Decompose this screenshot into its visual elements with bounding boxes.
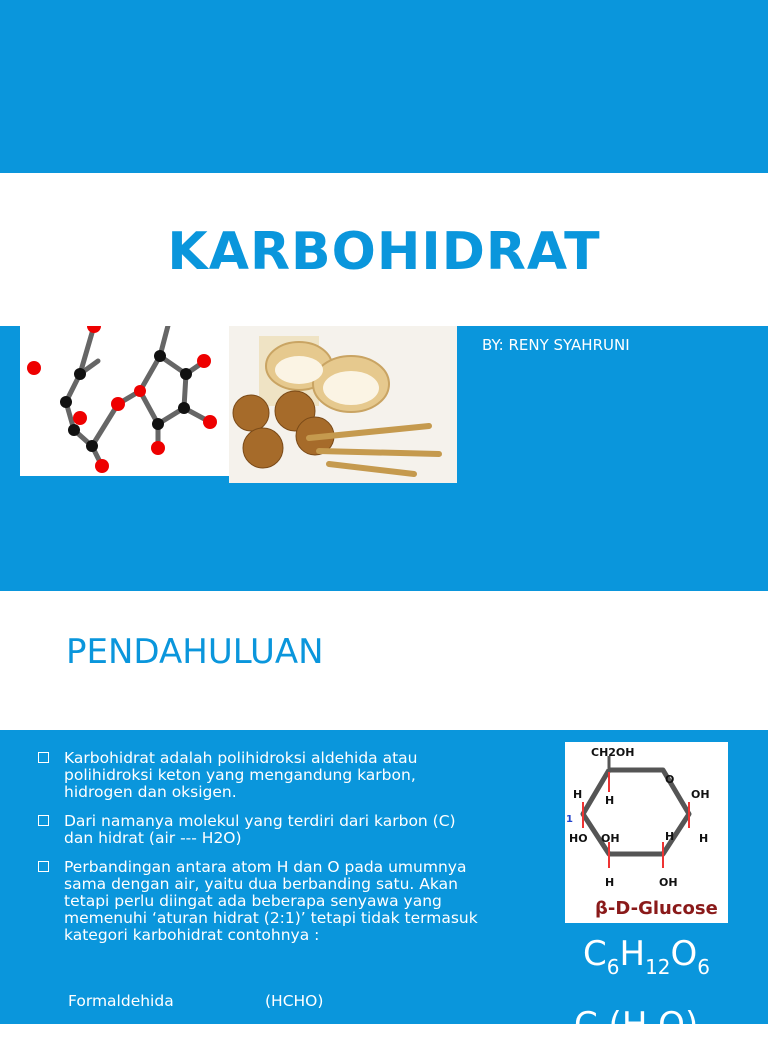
general-formula: C (H O) <box>574 1005 699 1045</box>
example-formula: (HCHO) <box>265 992 324 1010</box>
h-label: H <box>665 830 675 843</box>
molecule-image <box>20 326 229 476</box>
food-image <box>229 326 457 483</box>
bullet-text: Perbandingan antara atom H dan O pada umumnya sama dengan air, yaitu dua berbanding satu. Akan tetapi perlu diingat ada beberapa senyawa yang memenuhi ‘aturan hidrat (2:1)’ tetapi tidak termasuk kategori karbohidrat contohnya : <box>64 858 478 944</box>
h-label: H <box>605 794 615 807</box>
slide-title: KARBOHIDRAT <box>167 222 601 282</box>
carbon-one-label: 1 <box>566 814 573 825</box>
glucose-caption: β-D-Glucose <box>595 898 718 919</box>
list-item <box>36 750 486 801</box>
ho-label: HO <box>569 832 588 845</box>
oh-label: OH <box>659 876 678 889</box>
h-label: H <box>605 876 615 889</box>
example-name: Formaldehida <box>68 992 174 1010</box>
ring-oxygen-label: O <box>665 773 675 786</box>
example-row <box>68 992 324 1010</box>
author-label: BY: RENY SYAHRUNI <box>482 336 630 354</box>
oh-label: OH <box>691 788 710 801</box>
section-title: PENDAHULUAN <box>66 632 324 672</box>
h-label: H <box>699 832 709 845</box>
checkbox-bullet-icon <box>38 815 49 826</box>
checkbox-bullet-icon <box>38 861 49 872</box>
bullet-list <box>36 750 486 956</box>
glucose-structure-image <box>565 742 728 923</box>
list-item <box>36 859 486 944</box>
ch2oh-label: CH2OH <box>591 746 635 759</box>
checkbox-bullet-icon <box>38 752 49 763</box>
list-item <box>36 813 486 847</box>
h-label: H <box>573 788 583 801</box>
bullet-text: Dari namanya molekul yang terdiri dari karbon (C) dan hidrat (air --- H2O) <box>64 812 456 847</box>
top-band <box>0 0 768 173</box>
glucose-formula: $C_6H_{12}O_6$ <box>583 934 711 979</box>
bullet-text: Karbohidrat adalah polihidroksi aldehida atau polihidroksi keton yang mengandung karbon, hidrogen dan oksigen. <box>64 749 418 801</box>
oh-label: OH <box>601 832 620 845</box>
